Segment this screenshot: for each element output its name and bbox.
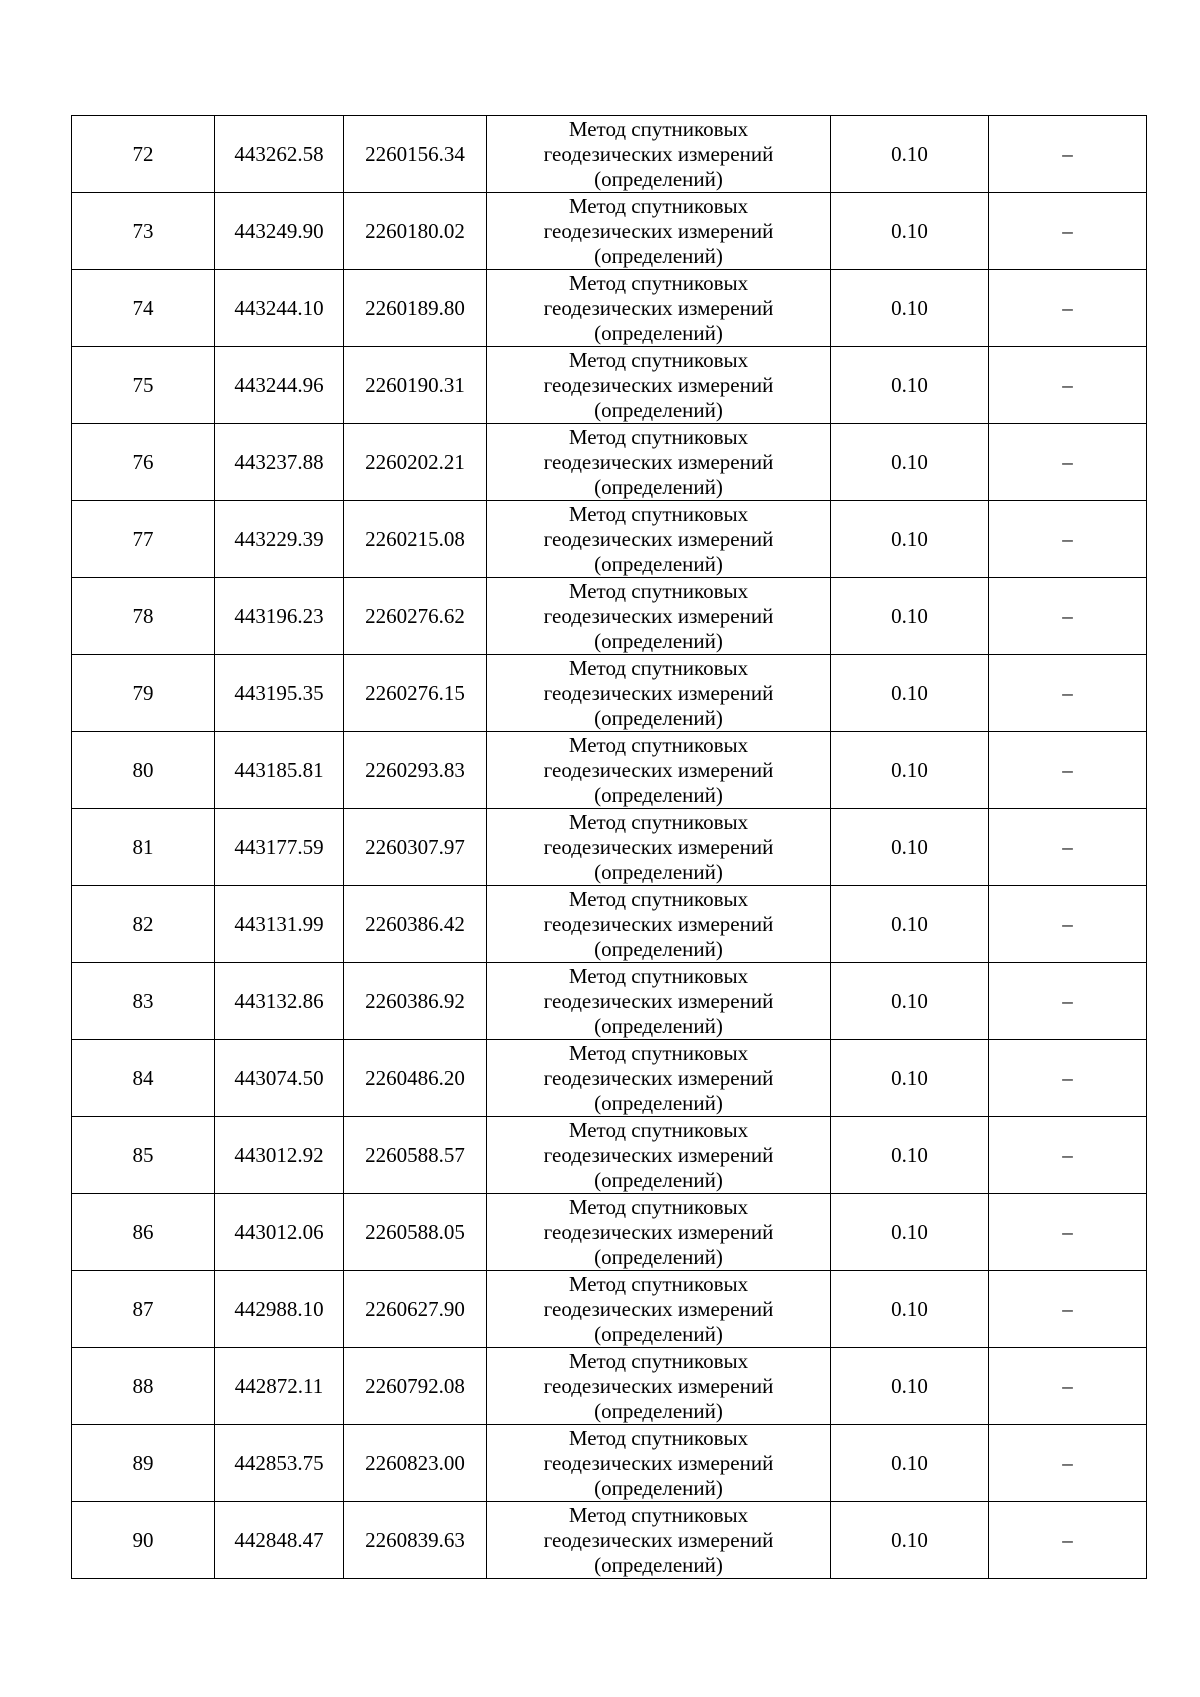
description-cell: – bbox=[989, 578, 1147, 655]
table-row bbox=[72, 193, 1147, 270]
description-cell: – bbox=[989, 116, 1147, 193]
y-coordinate-cell: 2260386.92 bbox=[344, 963, 487, 1040]
table-row bbox=[72, 1425, 1147, 1502]
x-coordinate-cell: 443131.99 bbox=[215, 886, 344, 963]
method-cell bbox=[487, 1040, 831, 1117]
coordinates-table-body bbox=[72, 116, 1147, 1579]
y-coordinate-cell: 2260386.42 bbox=[344, 886, 487, 963]
method-text: Метод спутниковых геодезических измерений (определений) bbox=[543, 1502, 774, 1577]
table-row bbox=[72, 886, 1147, 963]
point-number-cell: 80 bbox=[72, 732, 215, 809]
accuracy-cell: 0.10 bbox=[831, 1117, 989, 1194]
method-cell bbox=[487, 424, 831, 501]
x-coordinate-cell: 442848.47 bbox=[215, 1502, 344, 1579]
description-cell: – bbox=[989, 1348, 1147, 1425]
y-coordinate-cell: 2260588.05 bbox=[344, 1194, 487, 1271]
method-cell bbox=[487, 1194, 831, 1271]
x-coordinate-cell: 443229.39 bbox=[215, 501, 344, 578]
accuracy-cell: 0.10 bbox=[831, 963, 989, 1040]
x-coordinate-cell: 443244.96 bbox=[215, 347, 344, 424]
y-coordinate-cell: 2260307.97 bbox=[344, 809, 487, 886]
y-coordinate-cell: 2260839.63 bbox=[344, 1502, 487, 1579]
x-coordinate-cell: 442988.10 bbox=[215, 1271, 344, 1348]
x-coordinate-cell: 443262.58 bbox=[215, 116, 344, 193]
method-text: Метод спутниковых геодезических измерений (определений) bbox=[543, 347, 774, 422]
x-coordinate-cell: 443195.35 bbox=[215, 655, 344, 732]
point-number-cell: 89 bbox=[72, 1425, 215, 1502]
y-coordinate-cell: 2260486.20 bbox=[344, 1040, 487, 1117]
method-cell bbox=[487, 1271, 831, 1348]
description-cell: – bbox=[989, 809, 1147, 886]
x-coordinate-cell: 442872.11 bbox=[215, 1348, 344, 1425]
method-text: Метод спутниковых геодезических измерений (определений) bbox=[543, 1194, 774, 1269]
description-cell: – bbox=[989, 886, 1147, 963]
description-cell: – bbox=[989, 501, 1147, 578]
x-coordinate-cell: 443244.10 bbox=[215, 270, 344, 347]
method-text: Метод спутниковых геодезических измерений (определений) bbox=[543, 1271, 774, 1346]
method-cell bbox=[487, 1348, 831, 1425]
point-number-cell: 76 bbox=[72, 424, 215, 501]
table-row bbox=[72, 963, 1147, 1040]
method-text: Метод спутниковых геодезических измерений (определений) bbox=[543, 1425, 774, 1500]
x-coordinate-cell: 443177.59 bbox=[215, 809, 344, 886]
point-number-cell: 86 bbox=[72, 1194, 215, 1271]
coordinates-table bbox=[71, 115, 1147, 1579]
accuracy-cell: 0.10 bbox=[831, 1348, 989, 1425]
method-cell bbox=[487, 1502, 831, 1579]
method-cell bbox=[487, 578, 831, 655]
x-coordinate-cell: 443249.90 bbox=[215, 193, 344, 270]
accuracy-cell: 0.10 bbox=[831, 116, 989, 193]
y-coordinate-cell: 2260189.80 bbox=[344, 270, 487, 347]
table-row bbox=[72, 732, 1147, 809]
accuracy-cell: 0.10 bbox=[831, 1040, 989, 1117]
y-coordinate-cell: 2260276.15 bbox=[344, 655, 487, 732]
y-coordinate-cell: 2260156.34 bbox=[344, 116, 487, 193]
table-row bbox=[72, 270, 1147, 347]
method-text: Метод спутниковых геодезических измерений (определений) bbox=[543, 809, 774, 884]
point-number-cell: 85 bbox=[72, 1117, 215, 1194]
x-coordinate-cell: 443196.23 bbox=[215, 578, 344, 655]
table-row bbox=[72, 116, 1147, 193]
point-number-cell: 79 bbox=[72, 655, 215, 732]
y-coordinate-cell: 2260293.83 bbox=[344, 732, 487, 809]
method-text: Метод спутниковых геодезических измерений (определений) bbox=[543, 732, 774, 807]
method-cell bbox=[487, 116, 831, 193]
point-number-cell: 84 bbox=[72, 1040, 215, 1117]
accuracy-cell: 0.10 bbox=[831, 1502, 989, 1579]
point-number-cell: 73 bbox=[72, 193, 215, 270]
description-cell: – bbox=[989, 1502, 1147, 1579]
method-cell bbox=[487, 270, 831, 347]
method-text: Метод спутниковых геодезических измерений (определений) bbox=[543, 193, 774, 268]
accuracy-cell: 0.10 bbox=[831, 578, 989, 655]
description-cell: – bbox=[989, 347, 1147, 424]
x-coordinate-cell: 443237.88 bbox=[215, 424, 344, 501]
accuracy-cell: 0.10 bbox=[831, 193, 989, 270]
method-text: Метод спутниковых геодезических измерений (определений) bbox=[543, 1117, 774, 1192]
accuracy-cell: 0.10 bbox=[831, 732, 989, 809]
description-cell: – bbox=[989, 270, 1147, 347]
method-text: Метод спутниковых геодезических измерений (определений) bbox=[543, 578, 774, 653]
y-coordinate-cell: 2260792.08 bbox=[344, 1348, 487, 1425]
method-text: Метод спутниковых геодезических измерений (определений) bbox=[543, 963, 774, 1038]
table-row bbox=[72, 1348, 1147, 1425]
method-cell bbox=[487, 886, 831, 963]
y-coordinate-cell: 2260180.02 bbox=[344, 193, 487, 270]
point-number-cell: 72 bbox=[72, 116, 215, 193]
accuracy-cell: 0.10 bbox=[831, 347, 989, 424]
point-number-cell: 83 bbox=[72, 963, 215, 1040]
accuracy-cell: 0.10 bbox=[831, 1425, 989, 1502]
description-cell: – bbox=[989, 963, 1147, 1040]
table-row bbox=[72, 347, 1147, 424]
method-cell bbox=[487, 809, 831, 886]
y-coordinate-cell: 2260588.57 bbox=[344, 1117, 487, 1194]
y-coordinate-cell: 2260190.31 bbox=[344, 347, 487, 424]
method-text: Метод спутниковых геодезических измерений (определений) bbox=[543, 270, 774, 345]
accuracy-cell: 0.10 bbox=[831, 1271, 989, 1348]
y-coordinate-cell: 2260202.21 bbox=[344, 424, 487, 501]
method-text: Метод спутниковых геодезических измерений (определений) bbox=[543, 1348, 774, 1423]
x-coordinate-cell: 443132.86 bbox=[215, 963, 344, 1040]
description-cell: – bbox=[989, 1040, 1147, 1117]
method-text: Метод спутниковых геодезических измерений (определений) bbox=[543, 886, 774, 961]
description-cell: – bbox=[989, 1194, 1147, 1271]
table-row bbox=[72, 1117, 1147, 1194]
point-number-cell: 88 bbox=[72, 1348, 215, 1425]
method-cell bbox=[487, 732, 831, 809]
method-text: Метод спутниковых геодезических измерений (определений) bbox=[543, 116, 774, 191]
description-cell: – bbox=[989, 732, 1147, 809]
x-coordinate-cell: 443185.81 bbox=[215, 732, 344, 809]
y-coordinate-cell: 2260276.62 bbox=[344, 578, 487, 655]
table-row bbox=[72, 501, 1147, 578]
point-number-cell: 77 bbox=[72, 501, 215, 578]
accuracy-cell: 0.10 bbox=[831, 655, 989, 732]
accuracy-cell: 0.10 bbox=[831, 270, 989, 347]
table-row bbox=[72, 1040, 1147, 1117]
accuracy-cell: 0.10 bbox=[831, 424, 989, 501]
point-number-cell: 78 bbox=[72, 578, 215, 655]
method-cell bbox=[487, 1425, 831, 1502]
description-cell: – bbox=[989, 424, 1147, 501]
method-cell bbox=[487, 1117, 831, 1194]
method-cell bbox=[487, 347, 831, 424]
method-cell bbox=[487, 501, 831, 578]
accuracy-cell: 0.10 bbox=[831, 501, 989, 578]
description-cell: – bbox=[989, 1425, 1147, 1502]
table-row bbox=[72, 578, 1147, 655]
method-text: Метод спутниковых геодезических измерений (определений) bbox=[543, 655, 774, 730]
point-number-cell: 74 bbox=[72, 270, 215, 347]
y-coordinate-cell: 2260215.08 bbox=[344, 501, 487, 578]
point-number-cell: 75 bbox=[72, 347, 215, 424]
point-number-cell: 82 bbox=[72, 886, 215, 963]
method-text: Метод спутниковых геодезических измерений (определений) bbox=[543, 501, 774, 576]
description-cell: – bbox=[989, 655, 1147, 732]
description-cell: – bbox=[989, 1117, 1147, 1194]
method-cell bbox=[487, 655, 831, 732]
table-row bbox=[72, 809, 1147, 886]
accuracy-cell: 0.10 bbox=[831, 809, 989, 886]
accuracy-cell: 0.10 bbox=[831, 1194, 989, 1271]
y-coordinate-cell: 2260627.90 bbox=[344, 1271, 487, 1348]
table-row bbox=[72, 1502, 1147, 1579]
table-row bbox=[72, 1271, 1147, 1348]
y-coordinate-cell: 2260823.00 bbox=[344, 1425, 487, 1502]
table-row bbox=[72, 655, 1147, 732]
description-cell: – bbox=[989, 193, 1147, 270]
method-text: Метод спутниковых геодезических измерений (определений) bbox=[543, 424, 774, 499]
table-row bbox=[72, 424, 1147, 501]
method-cell bbox=[487, 193, 831, 270]
table-row bbox=[72, 1194, 1147, 1271]
accuracy-cell: 0.10 bbox=[831, 886, 989, 963]
x-coordinate-cell: 443012.06 bbox=[215, 1194, 344, 1271]
point-number-cell: 87 bbox=[72, 1271, 215, 1348]
method-cell bbox=[487, 963, 831, 1040]
description-cell: – bbox=[989, 1271, 1147, 1348]
x-coordinate-cell: 443012.92 bbox=[215, 1117, 344, 1194]
x-coordinate-cell: 442853.75 bbox=[215, 1425, 344, 1502]
method-text: Метод спутниковых геодезических измерений (определений) bbox=[543, 1040, 774, 1115]
x-coordinate-cell: 443074.50 bbox=[215, 1040, 344, 1117]
point-number-cell: 90 bbox=[72, 1502, 215, 1579]
point-number-cell: 81 bbox=[72, 809, 215, 886]
